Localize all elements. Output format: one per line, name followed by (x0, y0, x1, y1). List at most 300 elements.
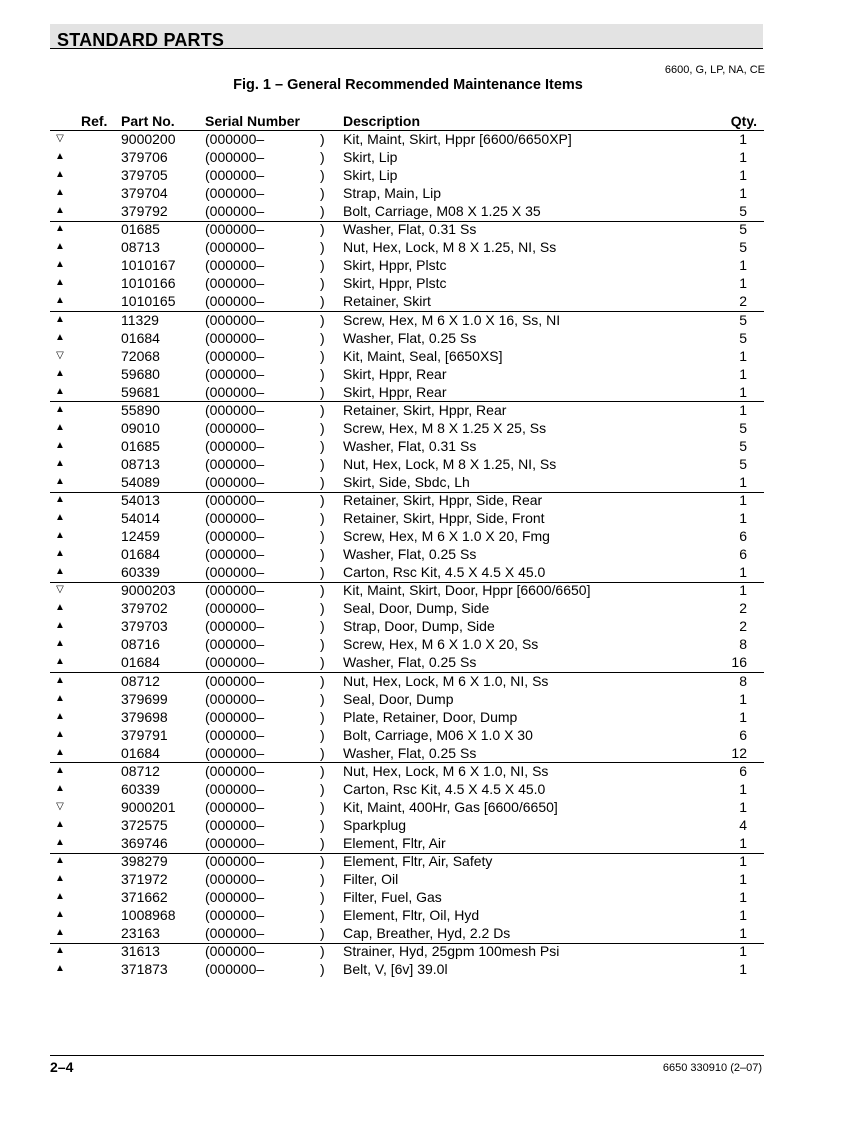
quantity: 1 (739, 708, 747, 725)
serial-number: (000000– (205, 419, 265, 436)
part-number: 379791 (121, 726, 168, 743)
part-number: 08712 (121, 762, 160, 779)
description: Bolt, Carriage, M06 X 1.0 X 30 (343, 726, 533, 743)
serial-close-paren: ) (320, 564, 325, 581)
description: Screw, Hex, M 6 X 1.0 X 16, Ss, NI (343, 311, 561, 328)
quantity: 1 (739, 582, 747, 599)
description: Plate, Retainer, Door, Dump (343, 708, 518, 725)
part-number: 1010167 (121, 257, 176, 274)
serial-close-paren: ) (320, 329, 325, 346)
serial-number: (000000– (205, 257, 265, 274)
table-row (0, 401, 866, 419)
serial-close-paren: ) (320, 618, 325, 635)
table-row (0, 365, 866, 383)
quantity: 1 (739, 907, 747, 924)
part-number: 01685 (121, 437, 160, 454)
ref-marker-icon: ▲ (55, 313, 65, 325)
quantity: 5 (739, 311, 747, 328)
quantity: 1 (739, 510, 747, 527)
ref-marker-icon: ▲ (55, 223, 65, 235)
ref-marker-icon: ▲ (55, 295, 65, 307)
table-row (0, 726, 866, 744)
description: Washer, Flat, 0.25 Ss (343, 546, 477, 563)
serial-close-paren: ) (320, 275, 325, 292)
table-row (0, 870, 866, 888)
quantity: 1 (739, 167, 747, 184)
table-row (0, 311, 866, 329)
description: Nut, Hex, Lock, M 6 X 1.0, NI, Ss (343, 672, 549, 689)
ref-marker-icon: ▲ (55, 746, 65, 758)
part-number: 01684 (121, 329, 160, 346)
part-number: 59681 (121, 383, 160, 400)
table-row (0, 744, 866, 762)
table-row (0, 238, 866, 256)
table-row (0, 942, 866, 960)
table-row (0, 148, 866, 166)
serial-close-paren: ) (320, 943, 325, 960)
description: Skirt, Lip (343, 167, 398, 184)
part-number: 9000200 (121, 131, 176, 147)
description: Nut, Hex, Lock, M 8 X 1.25, NI, Ss (343, 239, 557, 256)
quantity: 2 (739, 618, 747, 635)
ref-marker-icon: ▲ (55, 421, 65, 433)
quantity: 1 (739, 780, 747, 797)
description: Skirt, Lip (343, 149, 398, 166)
table-row (0, 816, 866, 834)
description: Filter, Oil (343, 871, 399, 888)
quantity: 8 (739, 636, 747, 653)
ref-marker-icon: ▲ (55, 512, 65, 524)
part-number: 369746 (121, 834, 168, 851)
description: Seal, Door, Dump (343, 690, 454, 707)
ref-marker-icon: ▲ (55, 656, 65, 668)
table-header (0, 113, 866, 130)
quantity: 1 (739, 834, 747, 851)
description: Strap, Door, Dump, Side (343, 618, 495, 635)
serial-close-paren: ) (320, 672, 325, 689)
description: Element, Fltr, Oil, Hyd (343, 907, 480, 924)
serial-number: (000000– (205, 672, 265, 689)
serial-number: (000000– (205, 600, 265, 617)
part-number: 372575 (121, 816, 168, 833)
serial-close-paren: ) (320, 221, 325, 238)
quantity: 6 (739, 726, 747, 743)
part-number: 54013 (121, 492, 160, 508)
serial-number: (000000– (205, 726, 265, 743)
serial-close-paren: ) (320, 347, 325, 364)
ref-marker-icon: ▲ (55, 566, 65, 578)
part-number: 54089 (121, 473, 160, 490)
ref-marker-icon: ▲ (55, 818, 65, 830)
description: Carton, Rsc Kit, 4.5 X 4.5 X 45.0 (343, 564, 546, 581)
part-number: 54014 (121, 510, 160, 527)
serial-close-paren: ) (320, 257, 325, 274)
document-reference: 6650 330910 (2–07) (662, 1062, 762, 1074)
part-number: 1010166 (121, 275, 176, 292)
part-number: 72068 (121, 347, 160, 364)
description: Retainer, Skirt (343, 293, 431, 310)
table-row (0, 888, 866, 906)
table-row (0, 256, 866, 274)
serial-close-paren: ) (320, 762, 325, 779)
serial-close-paren: ) (320, 365, 325, 382)
serial-close-paren: ) (320, 780, 325, 797)
table-row (0, 473, 866, 491)
part-number: 60339 (121, 780, 160, 797)
ref-marker-icon: ▲ (55, 945, 65, 957)
serial-close-paren: ) (320, 185, 325, 202)
description: Nut, Hex, Lock, M 8 X 1.25, NI, Ss (343, 455, 557, 472)
quantity: 1 (739, 401, 747, 418)
serial-number: (000000– (205, 528, 265, 545)
quantity: 6 (739, 762, 747, 779)
part-number: 9000203 (121, 582, 176, 599)
description: Washer, Flat, 0.31 Ss (343, 221, 477, 238)
table-row (0, 708, 866, 726)
description: Cap, Breather, Hyd, 2.2 Ds (343, 925, 511, 942)
part-number: 379703 (121, 618, 168, 635)
serial-close-paren: ) (320, 726, 325, 743)
description: Screw, Hex, M 6 X 1.0 X 20, Fmg (343, 528, 550, 545)
serial-number: (000000– (205, 455, 265, 472)
serial-close-paren: ) (320, 816, 325, 833)
serial-close-paren: ) (320, 492, 325, 508)
serial-close-paren: ) (320, 203, 325, 220)
serial-close-paren: ) (320, 654, 325, 671)
ref-marker-icon: ▲ (55, 403, 65, 415)
table-row (0, 672, 866, 690)
table-row (0, 274, 866, 292)
serial-number: (000000– (205, 546, 265, 563)
part-number: 08716 (121, 636, 160, 653)
part-number: 59680 (121, 365, 160, 382)
quantity: 6 (739, 546, 747, 563)
description: Washer, Flat, 0.25 Ss (343, 744, 477, 761)
table-row (0, 798, 866, 816)
quantity: 1 (739, 473, 747, 490)
serial-close-paren: ) (320, 293, 325, 310)
part-number: 09010 (121, 419, 160, 436)
ref-marker-icon: ▲ (55, 764, 65, 776)
part-number: 398279 (121, 853, 168, 869)
table-row (0, 690, 866, 708)
part-number: 379698 (121, 708, 168, 725)
quantity: 1 (739, 365, 747, 382)
description: Retainer, Skirt, Hppr, Rear (343, 401, 507, 418)
table-row (0, 599, 866, 617)
serial-close-paren: ) (320, 600, 325, 617)
table-row (0, 762, 866, 780)
ref-marker-icon: ▲ (55, 873, 65, 885)
quantity: 5 (739, 329, 747, 346)
col-ref-header: Ref. (81, 113, 108, 129)
serial-number: (000000– (205, 943, 265, 960)
col-desc-header: Description (343, 113, 421, 129)
quantity: 5 (739, 221, 747, 238)
part-number: 55890 (121, 401, 160, 418)
serial-number: (000000– (205, 618, 265, 635)
serial-number: (000000– (205, 492, 265, 508)
serial-number: (000000– (205, 636, 265, 653)
ref-marker-icon: ▲ (55, 692, 65, 704)
serial-number: (000000– (205, 311, 265, 328)
serial-number: (000000– (205, 564, 265, 581)
ref-marker-icon: ▲ (55, 909, 65, 921)
serial-number: (000000– (205, 185, 265, 202)
ref-marker-icon: ▲ (55, 331, 65, 343)
ref-marker-icon: ▲ (55, 169, 65, 181)
serial-number: (000000– (205, 383, 265, 400)
col-part-header: Part No. (121, 113, 175, 129)
serial-number: (000000– (205, 798, 265, 815)
ref-marker-icon: ▲ (55, 457, 65, 469)
col-serial-header: Serial Number (205, 113, 300, 129)
part-number: 379699 (121, 690, 168, 707)
serial-number: (000000– (205, 744, 265, 761)
serial-close-paren: ) (320, 871, 325, 888)
part-number: 1010165 (121, 293, 176, 310)
table-row (0, 780, 866, 798)
description: Washer, Flat, 0.25 Ss (343, 654, 477, 671)
table-row (0, 130, 866, 148)
serial-close-paren: ) (320, 311, 325, 328)
table-row (0, 617, 866, 635)
table-row (0, 960, 866, 978)
serial-close-paren: ) (320, 239, 325, 256)
serial-close-paren: ) (320, 834, 325, 851)
quantity: 1 (739, 347, 747, 364)
serial-close-paren: ) (320, 383, 325, 400)
table-row (0, 635, 866, 653)
quantity: 1 (739, 961, 747, 978)
quantity: 5 (739, 419, 747, 436)
serial-number: (000000– (205, 347, 265, 364)
ref-marker-icon: ▲ (55, 602, 65, 614)
serial-number: (000000– (205, 203, 265, 220)
quantity: 1 (739, 383, 747, 400)
serial-number: (000000– (205, 834, 265, 851)
quantity: 1 (739, 925, 747, 942)
serial-number: (000000– (205, 708, 265, 725)
serial-close-paren: ) (320, 510, 325, 527)
quantity: 6 (739, 528, 747, 545)
part-number: 11329 (121, 311, 159, 328)
description: Screw, Hex, M 6 X 1.0 X 20, Ss (343, 636, 539, 653)
quantity: 1 (739, 149, 747, 166)
quantity: 1 (739, 564, 747, 581)
table-row (0, 924, 866, 942)
description: Skirt, Hppr, Plstc (343, 257, 447, 274)
serial-number: (000000– (205, 221, 265, 238)
serial-close-paren: ) (320, 798, 325, 815)
section-title: STANDARD PARTS (57, 30, 225, 50)
part-number: 379706 (121, 149, 168, 166)
quantity: 2 (739, 600, 747, 617)
serial-number: (000000– (205, 365, 265, 382)
serial-number: (000000– (205, 853, 265, 869)
description: Kit, Maint, 400Hr, Gas [6600/6650] (343, 798, 558, 815)
ref-marker-icon: ▲ (55, 367, 65, 379)
part-number: 01684 (121, 654, 160, 671)
description: Sparkplug (343, 816, 407, 833)
description: Element, Fltr, Air (343, 834, 446, 851)
serial-close-paren: ) (320, 889, 325, 906)
serial-number: (000000– (205, 925, 265, 942)
serial-close-paren: ) (320, 149, 325, 166)
ref-marker-icon: ▲ (55, 674, 65, 686)
quantity: 1 (739, 798, 747, 815)
description: Carton, Rsc Kit, 4.5 X 4.5 X 45.0 (343, 780, 546, 797)
table-row (0, 166, 866, 184)
serial-number: (000000– (205, 401, 265, 418)
table-row (0, 653, 866, 671)
serial-close-paren: ) (320, 167, 325, 184)
part-number: 371662 (121, 889, 168, 906)
part-number: 08713 (121, 239, 160, 256)
description: Skirt, Hppr, Rear (343, 365, 447, 382)
serial-close-paren: ) (320, 961, 325, 978)
serial-number: (000000– (205, 654, 265, 671)
serial-close-paren: ) (320, 401, 325, 418)
serial-number: (000000– (205, 762, 265, 779)
description: Element, Fltr, Air, Safety (343, 853, 493, 869)
table-row (0, 834, 866, 852)
table-row (0, 563, 866, 581)
quantity: 4 (739, 816, 747, 833)
serial-close-paren: ) (320, 528, 325, 545)
serial-number: (000000– (205, 871, 265, 888)
quantity: 1 (739, 257, 747, 274)
serial-number: (000000– (205, 473, 265, 490)
ref-marker-icon: ▲ (55, 836, 65, 848)
part-number: 08712 (121, 672, 160, 689)
quantity: 1 (739, 275, 747, 292)
serial-close-paren: ) (320, 131, 325, 147)
ref-marker-icon: ▽ (56, 800, 64, 812)
quantity: 5 (739, 455, 747, 472)
model-text: 6600, G, LP, NA, CE (664, 64, 765, 76)
part-number: 1008968 (121, 907, 176, 924)
serial-number: (000000– (205, 167, 265, 184)
part-number: 01684 (121, 744, 160, 761)
part-number: 01684 (121, 546, 160, 563)
table-row (0, 383, 866, 401)
figure-title: Fig. 1 – General Recommended Maintenance Items (233, 77, 583, 93)
description: Bolt, Carriage, M08 X 1.25 X 35 (343, 203, 541, 220)
serial-number: (000000– (205, 293, 265, 310)
quantity: 1 (739, 889, 747, 906)
quantity: 1 (739, 943, 747, 960)
serial-close-paren: ) (320, 690, 325, 707)
ref-marker-icon: ▽ (56, 349, 64, 361)
serial-number: (000000– (205, 889, 265, 906)
quantity: 5 (739, 437, 747, 454)
ref-marker-icon: ▲ (55, 385, 65, 397)
ref-marker-icon: ▲ (55, 548, 65, 560)
description: Retainer, Skirt, Hppr, Side, Rear (343, 492, 543, 508)
table-row (0, 437, 866, 455)
serial-close-paren: ) (320, 744, 325, 761)
table-row (0, 347, 866, 365)
quantity: 1 (739, 131, 747, 147)
ref-marker-icon: ▲ (55, 710, 65, 722)
serial-number: (000000– (205, 275, 265, 292)
ref-marker-icon: ▲ (55, 927, 65, 939)
serial-number: (000000– (205, 961, 265, 978)
ref-marker-icon: ▲ (55, 620, 65, 632)
serial-number: (000000– (205, 329, 265, 346)
part-number: 371972 (121, 871, 168, 888)
description: Belt, V, [6v] 39.0l (343, 961, 448, 978)
quantity: 1 (739, 185, 747, 202)
description: Kit, Maint, Skirt, Door, Hppr [6600/6650] (343, 582, 591, 599)
table-row (0, 509, 866, 527)
description: Washer, Flat, 0.31 Ss (343, 437, 477, 454)
table-row (0, 527, 866, 545)
ref-marker-icon: ▲ (55, 891, 65, 903)
footer-divider (50, 1055, 764, 1056)
description: Skirt, Hppr, Rear (343, 383, 447, 400)
table-row (0, 184, 866, 202)
quantity: 5 (739, 239, 747, 256)
serial-close-paren: ) (320, 419, 325, 436)
description: Screw, Hex, M 8 X 1.25 X 25, Ss (343, 419, 547, 436)
description: Nut, Hex, Lock, M 6 X 1.0, NI, Ss (343, 762, 549, 779)
description: Skirt, Hppr, Plstc (343, 275, 447, 292)
ref-marker-icon: ▲ (55, 241, 65, 253)
ref-marker-icon: ▲ (55, 494, 65, 505)
quantity: 8 (739, 672, 747, 689)
part-number: 9000201 (121, 798, 176, 815)
table-row (0, 329, 866, 347)
table-row (0, 906, 866, 924)
table-row (0, 419, 866, 437)
quantity: 2 (739, 293, 747, 310)
part-number: 379705 (121, 167, 168, 184)
serial-number: (000000– (205, 780, 265, 797)
table-row (0, 220, 866, 238)
description: Strap, Main, Lip (343, 185, 442, 202)
serial-number: (000000– (205, 816, 265, 833)
description: Filter, Fuel, Gas (343, 889, 442, 906)
serial-close-paren: ) (320, 546, 325, 563)
ref-marker-icon: ▲ (55, 638, 65, 650)
col-qty-header: Qty. (730, 113, 757, 129)
description: Kit, Maint, Seal, [6650XS] (343, 347, 503, 364)
part-number: 31613 (121, 943, 160, 960)
description: Seal, Door, Dump, Side (343, 600, 490, 617)
part-number: 01685 (121, 221, 160, 238)
ref-marker-icon: ▲ (55, 782, 65, 794)
serial-number: (000000– (205, 131, 265, 147)
quantity: 12 (731, 744, 747, 761)
quantity: 1 (739, 871, 747, 888)
serial-close-paren: ) (320, 925, 325, 942)
part-number: 23163 (121, 925, 160, 942)
serial-close-paren: ) (320, 455, 325, 472)
part-number: 371873 (121, 961, 168, 978)
page-number: 2–4 (50, 1059, 74, 1075)
table-row (0, 202, 866, 220)
quantity: 1 (739, 853, 747, 869)
ref-marker-icon: ▲ (55, 151, 65, 163)
ref-marker-icon: ▽ (56, 584, 64, 596)
part-number: 379792 (121, 203, 168, 220)
table-row (0, 491, 866, 509)
serial-number: (000000– (205, 437, 265, 454)
ref-marker-icon: ▲ (55, 530, 65, 542)
serial-close-paren: ) (320, 473, 325, 490)
